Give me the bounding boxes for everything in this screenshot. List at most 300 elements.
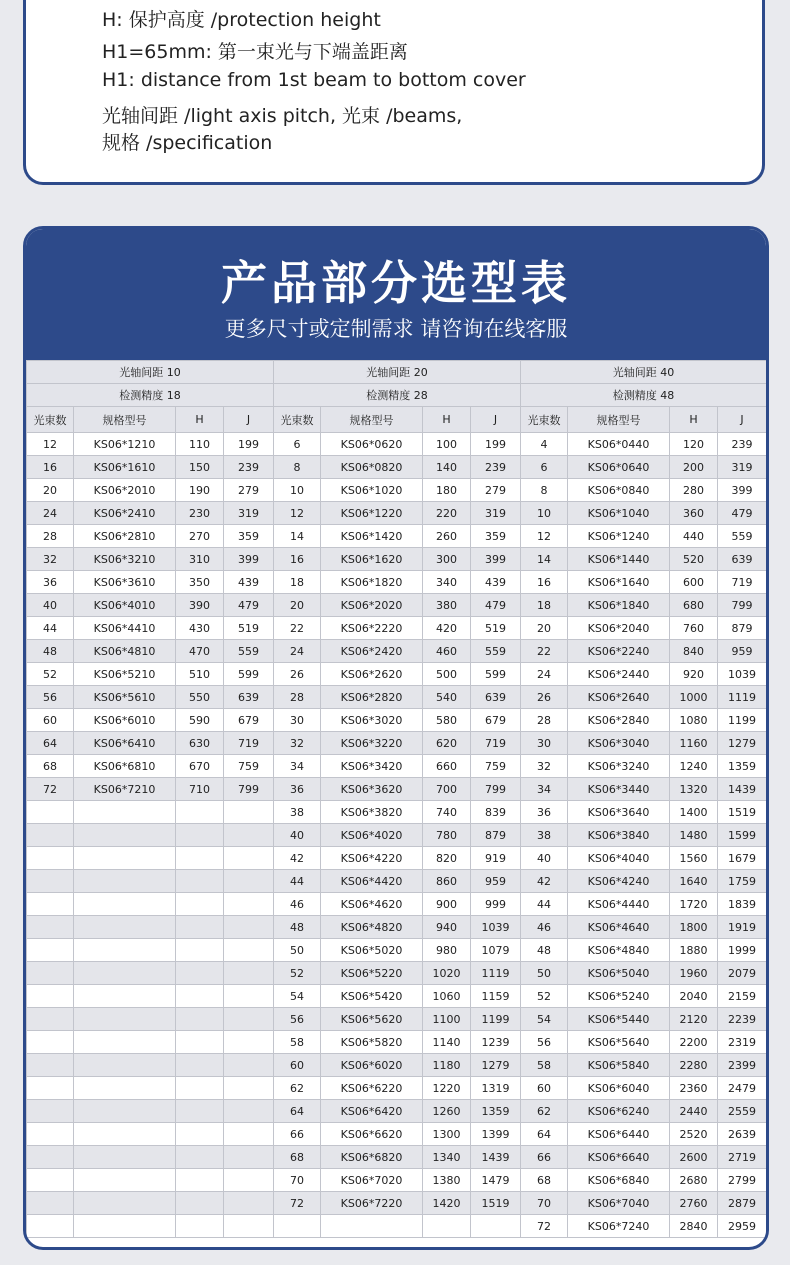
group-3-model-cell: KS06*5640 [568, 1031, 670, 1054]
group-3-j-cell: 639 [718, 548, 767, 571]
group-2-model-cell: KS06*6420 [321, 1100, 423, 1123]
group-1-model-cell [74, 824, 176, 847]
group-1-model-cell [74, 1008, 176, 1031]
group-2-beams-cell: 50 [274, 939, 321, 962]
table-row [27, 847, 767, 870]
group-1-h-cell: 270 [176, 525, 224, 548]
group-1-model-cell: KS06*5210 [74, 663, 176, 686]
group-2-j-cell: 1119 [471, 962, 521, 985]
group-3-beams-cell: 10 [521, 502, 568, 525]
table-row [27, 1031, 767, 1054]
table-row [27, 433, 767, 456]
group-1-model-cell [74, 1215, 176, 1238]
group-2-h-cell: 260 [423, 525, 471, 548]
group-3-j-cell: 879 [718, 617, 767, 640]
group-2-h-cell: 1180 [423, 1054, 471, 1077]
group-2-j-cell: 479 [471, 594, 521, 617]
group-1-model-cell: KS06*2410 [74, 502, 176, 525]
group-1-j-cell [224, 916, 274, 939]
note-line-protection-height: H: 保护高度 /protection height [102, 9, 381, 31]
group-2-h-cell: 500 [423, 663, 471, 686]
group-2-j-cell: 1359 [471, 1100, 521, 1123]
group-1-beams-cell: 68 [27, 755, 74, 778]
group-2-model-cell: KS06*7220 [321, 1192, 423, 1215]
group-2-j-cell [471, 1215, 521, 1238]
group-3-h-cell: 1000 [670, 686, 718, 709]
group-2-model-cell: KS06*6020 [321, 1054, 423, 1077]
group-1-j-cell [224, 1192, 274, 1215]
group-1-h-cell: 390 [176, 594, 224, 617]
group-1-beams-cell: 32 [27, 548, 74, 571]
group-3-model-cell: KS06*7240 [568, 1215, 670, 1238]
table-row [27, 709, 767, 732]
group-2-j-cell: 1439 [471, 1146, 521, 1169]
group-3-j-cell: 1279 [718, 732, 767, 755]
group-1-beams-cell [27, 962, 74, 985]
col-header-j: J [224, 407, 274, 433]
group-3-beams-cell: 52 [521, 985, 568, 1008]
group-3-beams-cell: 40 [521, 847, 568, 870]
group-1-h-cell [176, 1123, 224, 1146]
group-2-j-cell: 519 [471, 617, 521, 640]
group-1-j-cell [224, 824, 274, 847]
group-3-j-cell: 2399 [718, 1054, 767, 1077]
group-2-beams-cell: 6 [274, 433, 321, 456]
table-row [27, 755, 767, 778]
group-2-j-cell: 839 [471, 801, 521, 824]
group-2-beams-cell: 44 [274, 870, 321, 893]
group-3-j-cell: 2639 [718, 1123, 767, 1146]
group-3-beams-cell: 32 [521, 755, 568, 778]
group-2-beams-cell: 34 [274, 755, 321, 778]
table-row [27, 571, 767, 594]
group-3-beams-cell: 20 [521, 617, 568, 640]
group-3-beams-cell: 38 [521, 824, 568, 847]
group-2-model-cell: KS06*2420 [321, 640, 423, 663]
table-row [27, 502, 767, 525]
group-2-h-cell: 940 [423, 916, 471, 939]
group-2-j-cell: 1239 [471, 1031, 521, 1054]
group-2-h-cell [423, 1215, 471, 1238]
group-1-h-cell [176, 1192, 224, 1215]
table-row [27, 824, 767, 847]
group-2-j-cell: 559 [471, 640, 521, 663]
group-1-beams-cell [27, 916, 74, 939]
table-row [27, 1123, 767, 1146]
group-1-beams-cell: 72 [27, 778, 74, 801]
group-3-model-cell: KS06*4840 [568, 939, 670, 962]
group-3-h-cell: 760 [670, 617, 718, 640]
group-1-model-cell: KS06*6810 [74, 755, 176, 778]
group-1-j-cell [224, 1215, 274, 1238]
group-2-h-cell: 1220 [423, 1077, 471, 1100]
group-2-j-cell: 1519 [471, 1192, 521, 1215]
group-3-j-cell: 799 [718, 594, 767, 617]
group-1-model-cell: KS06*6410 [74, 732, 176, 755]
group-2-beams-cell: 28 [274, 686, 321, 709]
group-1-model-cell [74, 1123, 176, 1146]
group-3-beams-cell: 56 [521, 1031, 568, 1054]
column-header-row [27, 407, 767, 433]
group-2-j-cell: 919 [471, 847, 521, 870]
group-1-h-cell: 510 [176, 663, 224, 686]
group-3-h-cell: 1400 [670, 801, 718, 824]
group-2-h-cell: 740 [423, 801, 471, 824]
group-1-model-cell: KS06*2010 [74, 479, 176, 502]
group-1-model-cell: KS06*3610 [74, 571, 176, 594]
group-3-beams-cell: 12 [521, 525, 568, 548]
group-2-j-cell: 679 [471, 709, 521, 732]
group-1-j-cell [224, 1031, 274, 1054]
group-2-beams-cell: 16 [274, 548, 321, 571]
group-1-model-cell: KS06*3210 [74, 548, 176, 571]
table-row [27, 548, 767, 571]
group-2-model-cell: KS06*5020 [321, 939, 423, 962]
group-1-h-cell: 430 [176, 617, 224, 640]
group-3-beams-cell: 30 [521, 732, 568, 755]
group-2-model-cell: KS06*2220 [321, 617, 423, 640]
group-1-beams-cell [27, 1054, 74, 1077]
group-2-beams-cell: 22 [274, 617, 321, 640]
group-2-model-cell: KS06*1820 [321, 571, 423, 594]
group-3-model-cell: KS06*3640 [568, 801, 670, 824]
group-1-h-cell [176, 962, 224, 985]
group-3-beams-cell: 18 [521, 594, 568, 617]
group-3-beams-cell: 28 [521, 709, 568, 732]
group-1-j-cell [224, 1054, 274, 1077]
table-row [27, 663, 767, 686]
table-row [27, 617, 767, 640]
group-2-j-cell: 1079 [471, 939, 521, 962]
group-1-j-cell: 559 [224, 640, 274, 663]
group-2-model-cell: KS06*5820 [321, 1031, 423, 1054]
table-row [27, 1077, 767, 1100]
group-2-j-cell: 799 [471, 778, 521, 801]
group-1-h-cell: 550 [176, 686, 224, 709]
group-1-model-cell: KS06*6010 [74, 709, 176, 732]
group-1-j-cell [224, 962, 274, 985]
banner-subtitle: 更多尺寸或定制需求 请咨询在线客服 [224, 317, 568, 341]
table-row [27, 479, 767, 502]
accuracy-header-row [27, 384, 767, 407]
group-1-model-cell: KS06*4010 [74, 594, 176, 617]
col-header-model: 规格型号 [74, 407, 176, 433]
group-3-h-cell: 2360 [670, 1077, 718, 1100]
group-3-beams-cell: 72 [521, 1215, 568, 1238]
group-3-pitch: 光轴间距 40 [521, 361, 767, 384]
group-3-beams-cell: 66 [521, 1146, 568, 1169]
group-1-model-cell: KS06*4810 [74, 640, 176, 663]
group-2-h-cell: 420 [423, 617, 471, 640]
group-2-h-cell: 220 [423, 502, 471, 525]
note-line-h1-english: H1: distance from 1st beam to bottom cover [102, 69, 526, 91]
group-2-j-cell: 1199 [471, 1008, 521, 1031]
col-header-j: J [471, 407, 521, 433]
group-3-beams-cell: 24 [521, 663, 568, 686]
group-2-beams-cell: 70 [274, 1169, 321, 1192]
group-1-model-cell [74, 916, 176, 939]
group-3-j-cell: 399 [718, 479, 767, 502]
group-3-beams-cell: 68 [521, 1169, 568, 1192]
group-1-beams-cell: 64 [27, 732, 74, 755]
group-2-pitch: 光轴间距 20 [274, 361, 521, 384]
group-3-j-cell: 1439 [718, 778, 767, 801]
group-1-j-cell [224, 893, 274, 916]
col-header-beams: 光束数 [274, 407, 321, 433]
group-3-model-cell: KS06*2840 [568, 709, 670, 732]
group-1-beams-cell [27, 801, 74, 824]
group-3-h-cell: 1080 [670, 709, 718, 732]
group-2-beams-cell: 12 [274, 502, 321, 525]
table-row [27, 939, 767, 962]
group-1-h-cell [176, 801, 224, 824]
group-1-j-cell [224, 1077, 274, 1100]
group-2-j-cell: 399 [471, 548, 521, 571]
group-1-j-cell: 399 [224, 548, 274, 571]
group-1-j-cell: 599 [224, 663, 274, 686]
group-3-h-cell: 520 [670, 548, 718, 571]
group-2-j-cell: 639 [471, 686, 521, 709]
group-3-j-cell: 2799 [718, 1169, 767, 1192]
group-2-beams-cell: 8 [274, 456, 321, 479]
group-3-h-cell: 280 [670, 479, 718, 502]
group-3-beams-cell: 70 [521, 1192, 568, 1215]
group-1-model-cell: KS06*7210 [74, 778, 176, 801]
group-2-h-cell: 1340 [423, 1146, 471, 1169]
group-1-model-cell [74, 1100, 176, 1123]
group-1-j-cell: 359 [224, 525, 274, 548]
group-1-model-cell [74, 847, 176, 870]
group-1-beams-cell [27, 985, 74, 1008]
group-3-h-cell: 2680 [670, 1169, 718, 1192]
group-3-h-cell: 360 [670, 502, 718, 525]
group-3-model-cell: KS06*6240 [568, 1100, 670, 1123]
banner-title: 产品部分选型表 [221, 256, 571, 310]
group-2-beams-cell: 38 [274, 801, 321, 824]
group-3-model-cell: KS06*4040 [568, 847, 670, 870]
group-3-beams-cell: 42 [521, 870, 568, 893]
group-2-j-cell: 599 [471, 663, 521, 686]
group-1-j-cell: 479 [224, 594, 274, 617]
group-3-j-cell: 2719 [718, 1146, 767, 1169]
group-3-j-cell: 319 [718, 456, 767, 479]
group-1-h-cell [176, 1054, 224, 1077]
group-1-beams-cell [27, 1123, 74, 1146]
group-2-h-cell: 700 [423, 778, 471, 801]
group-3-h-cell: 2280 [670, 1054, 718, 1077]
group-1-j-cell: 199 [224, 433, 274, 456]
group-2-h-cell: 1260 [423, 1100, 471, 1123]
group-1-beams-cell [27, 1008, 74, 1031]
group-1-h-cell: 190 [176, 479, 224, 502]
group-3-model-cell: KS06*0440 [568, 433, 670, 456]
spec-table-body [27, 433, 767, 1238]
group-3-model-cell: KS06*1840 [568, 594, 670, 617]
group-1-beams-cell [27, 870, 74, 893]
group-1-j-cell: 639 [224, 686, 274, 709]
group-2-h-cell: 1060 [423, 985, 471, 1008]
group-1-h-cell: 670 [176, 755, 224, 778]
col-header-model: 规格型号 [568, 407, 670, 433]
group-3-beams-cell: 54 [521, 1008, 568, 1031]
group-1-h-cell: 350 [176, 571, 224, 594]
group-1-beams-cell: 12 [27, 433, 74, 456]
group-3-j-cell: 559 [718, 525, 767, 548]
group-3-model-cell: KS06*6040 [568, 1077, 670, 1100]
group-2-j-cell: 239 [471, 456, 521, 479]
group-2-model-cell: KS06*5420 [321, 985, 423, 1008]
group-3-j-cell: 2559 [718, 1100, 767, 1123]
group-1-beams-cell: 20 [27, 479, 74, 502]
group-3-model-cell: KS06*0840 [568, 479, 670, 502]
group-1-model-cell [74, 985, 176, 1008]
group-2-model-cell [321, 1215, 423, 1238]
group-3-j-cell: 2959 [718, 1215, 767, 1238]
group-2-beams-cell: 48 [274, 916, 321, 939]
group-2-j-cell: 759 [471, 755, 521, 778]
group-3-j-cell: 479 [718, 502, 767, 525]
col-header-h: H [423, 407, 471, 433]
group-3-beams-cell: 64 [521, 1123, 568, 1146]
group-3-j-cell: 1119 [718, 686, 767, 709]
group-1-h-cell [176, 916, 224, 939]
group-1-model-cell: KS06*5610 [74, 686, 176, 709]
group-2-h-cell: 980 [423, 939, 471, 962]
group-3-model-cell: KS06*7040 [568, 1192, 670, 1215]
group-3-j-cell: 1519 [718, 801, 767, 824]
group-1-beams-cell [27, 824, 74, 847]
group-1-h-cell: 310 [176, 548, 224, 571]
group-2-model-cell: KS06*7020 [321, 1169, 423, 1192]
group-3-model-cell: KS06*6640 [568, 1146, 670, 1169]
group-1-model-cell [74, 1169, 176, 1192]
group-2-beams-cell: 18 [274, 571, 321, 594]
group-1-j-cell: 519 [224, 617, 274, 640]
group-3-h-cell: 840 [670, 640, 718, 663]
group-2-h-cell: 1380 [423, 1169, 471, 1192]
group-1-beams-cell [27, 939, 74, 962]
group-3-model-cell: KS06*6440 [568, 1123, 670, 1146]
group-3-beams-cell: 36 [521, 801, 568, 824]
table-row [27, 893, 767, 916]
group-2-beams-cell: 68 [274, 1146, 321, 1169]
col-header-beams: 光束数 [521, 407, 568, 433]
group-3-model-cell: KS06*3040 [568, 732, 670, 755]
group-3-j-cell: 1999 [718, 939, 767, 962]
group-3-j-cell: 1759 [718, 870, 767, 893]
group-3-model-cell: KS06*2240 [568, 640, 670, 663]
group-1-j-cell: 319 [224, 502, 274, 525]
group-3-beams-cell: 62 [521, 1100, 568, 1123]
group-1-pitch: 光轴间距 10 [27, 361, 274, 384]
group-2-model-cell: KS06*0620 [321, 433, 423, 456]
group-2-j-cell: 279 [471, 479, 521, 502]
group-1-beams-cell: 56 [27, 686, 74, 709]
group-2-h-cell: 1020 [423, 962, 471, 985]
group-1-beams-cell [27, 1215, 74, 1238]
group-1-j-cell [224, 1100, 274, 1123]
table-row [27, 1169, 767, 1192]
group-2-model-cell: KS06*6820 [321, 1146, 423, 1169]
group-3-h-cell: 1720 [670, 893, 718, 916]
group-3-beams-cell: 58 [521, 1054, 568, 1077]
table-row [27, 456, 767, 479]
group-1-beams-cell: 44 [27, 617, 74, 640]
group-3-model-cell: KS06*3440 [568, 778, 670, 801]
group-1-beams-cell [27, 1100, 74, 1123]
table-row [27, 985, 767, 1008]
table-row [27, 778, 767, 801]
group-1-beams-cell [27, 1031, 74, 1054]
group-2-model-cell: KS06*4620 [321, 893, 423, 916]
group-3-h-cell: 1320 [670, 778, 718, 801]
group-3-h-cell: 2840 [670, 1215, 718, 1238]
group-1-h-cell: 150 [176, 456, 224, 479]
group-2-h-cell: 180 [423, 479, 471, 502]
group-2-model-cell: KS06*4220 [321, 847, 423, 870]
group-2-model-cell: KS06*1420 [321, 525, 423, 548]
group-1-h-cell [176, 985, 224, 1008]
group-2-j-cell: 1279 [471, 1054, 521, 1077]
group-2-h-cell: 660 [423, 755, 471, 778]
group-2-h-cell: 380 [423, 594, 471, 617]
group-2-beams-cell: 54 [274, 985, 321, 1008]
table-row [27, 686, 767, 709]
group-2-h-cell: 460 [423, 640, 471, 663]
group-1-h-cell [176, 1215, 224, 1238]
group-3-j-cell: 2879 [718, 1192, 767, 1215]
group-3-model-cell: KS06*3240 [568, 755, 670, 778]
group-3-beams-cell: 60 [521, 1077, 568, 1100]
group-1-model-cell: KS06*4410 [74, 617, 176, 640]
group-3-j-cell: 1359 [718, 755, 767, 778]
group-3-beams-cell: 22 [521, 640, 568, 663]
group-3-beams-cell: 4 [521, 433, 568, 456]
group-2-beams-cell: 26 [274, 663, 321, 686]
group-3-beams-cell: 8 [521, 479, 568, 502]
group-2-j-cell: 1399 [471, 1123, 521, 1146]
group-3-j-cell: 1199 [718, 709, 767, 732]
group-2-model-cell: KS06*3620 [321, 778, 423, 801]
group-2-model-cell: KS06*3820 [321, 801, 423, 824]
group-2-j-cell: 1319 [471, 1077, 521, 1100]
group-1-h-cell: 630 [176, 732, 224, 755]
group-3-h-cell: 920 [670, 663, 718, 686]
group-2-model-cell: KS06*4420 [321, 870, 423, 893]
group-1-j-cell [224, 939, 274, 962]
group-3-model-cell: KS06*4240 [568, 870, 670, 893]
group-3-j-cell: 1679 [718, 847, 767, 870]
group-1-j-cell [224, 801, 274, 824]
group-1-j-cell: 719 [224, 732, 274, 755]
group-2-j-cell: 439 [471, 571, 521, 594]
group-2-h-cell: 540 [423, 686, 471, 709]
group-1-model-cell [74, 1054, 176, 1077]
group-2-model-cell: KS06*6620 [321, 1123, 423, 1146]
group-3-beams-cell: 48 [521, 939, 568, 962]
group-1-h-cell [176, 870, 224, 893]
group-1-beams-cell: 36 [27, 571, 74, 594]
group-2-model-cell: KS06*6220 [321, 1077, 423, 1100]
table-row [27, 916, 767, 939]
group-3-model-cell: KS06*4440 [568, 893, 670, 916]
group-3-accuracy: 检测精度 48 [521, 384, 767, 407]
col-header-beams: 光束数 [27, 407, 74, 433]
group-2-h-cell: 340 [423, 571, 471, 594]
table-row [27, 801, 767, 824]
table-row [27, 962, 767, 985]
table-row [27, 1215, 767, 1238]
